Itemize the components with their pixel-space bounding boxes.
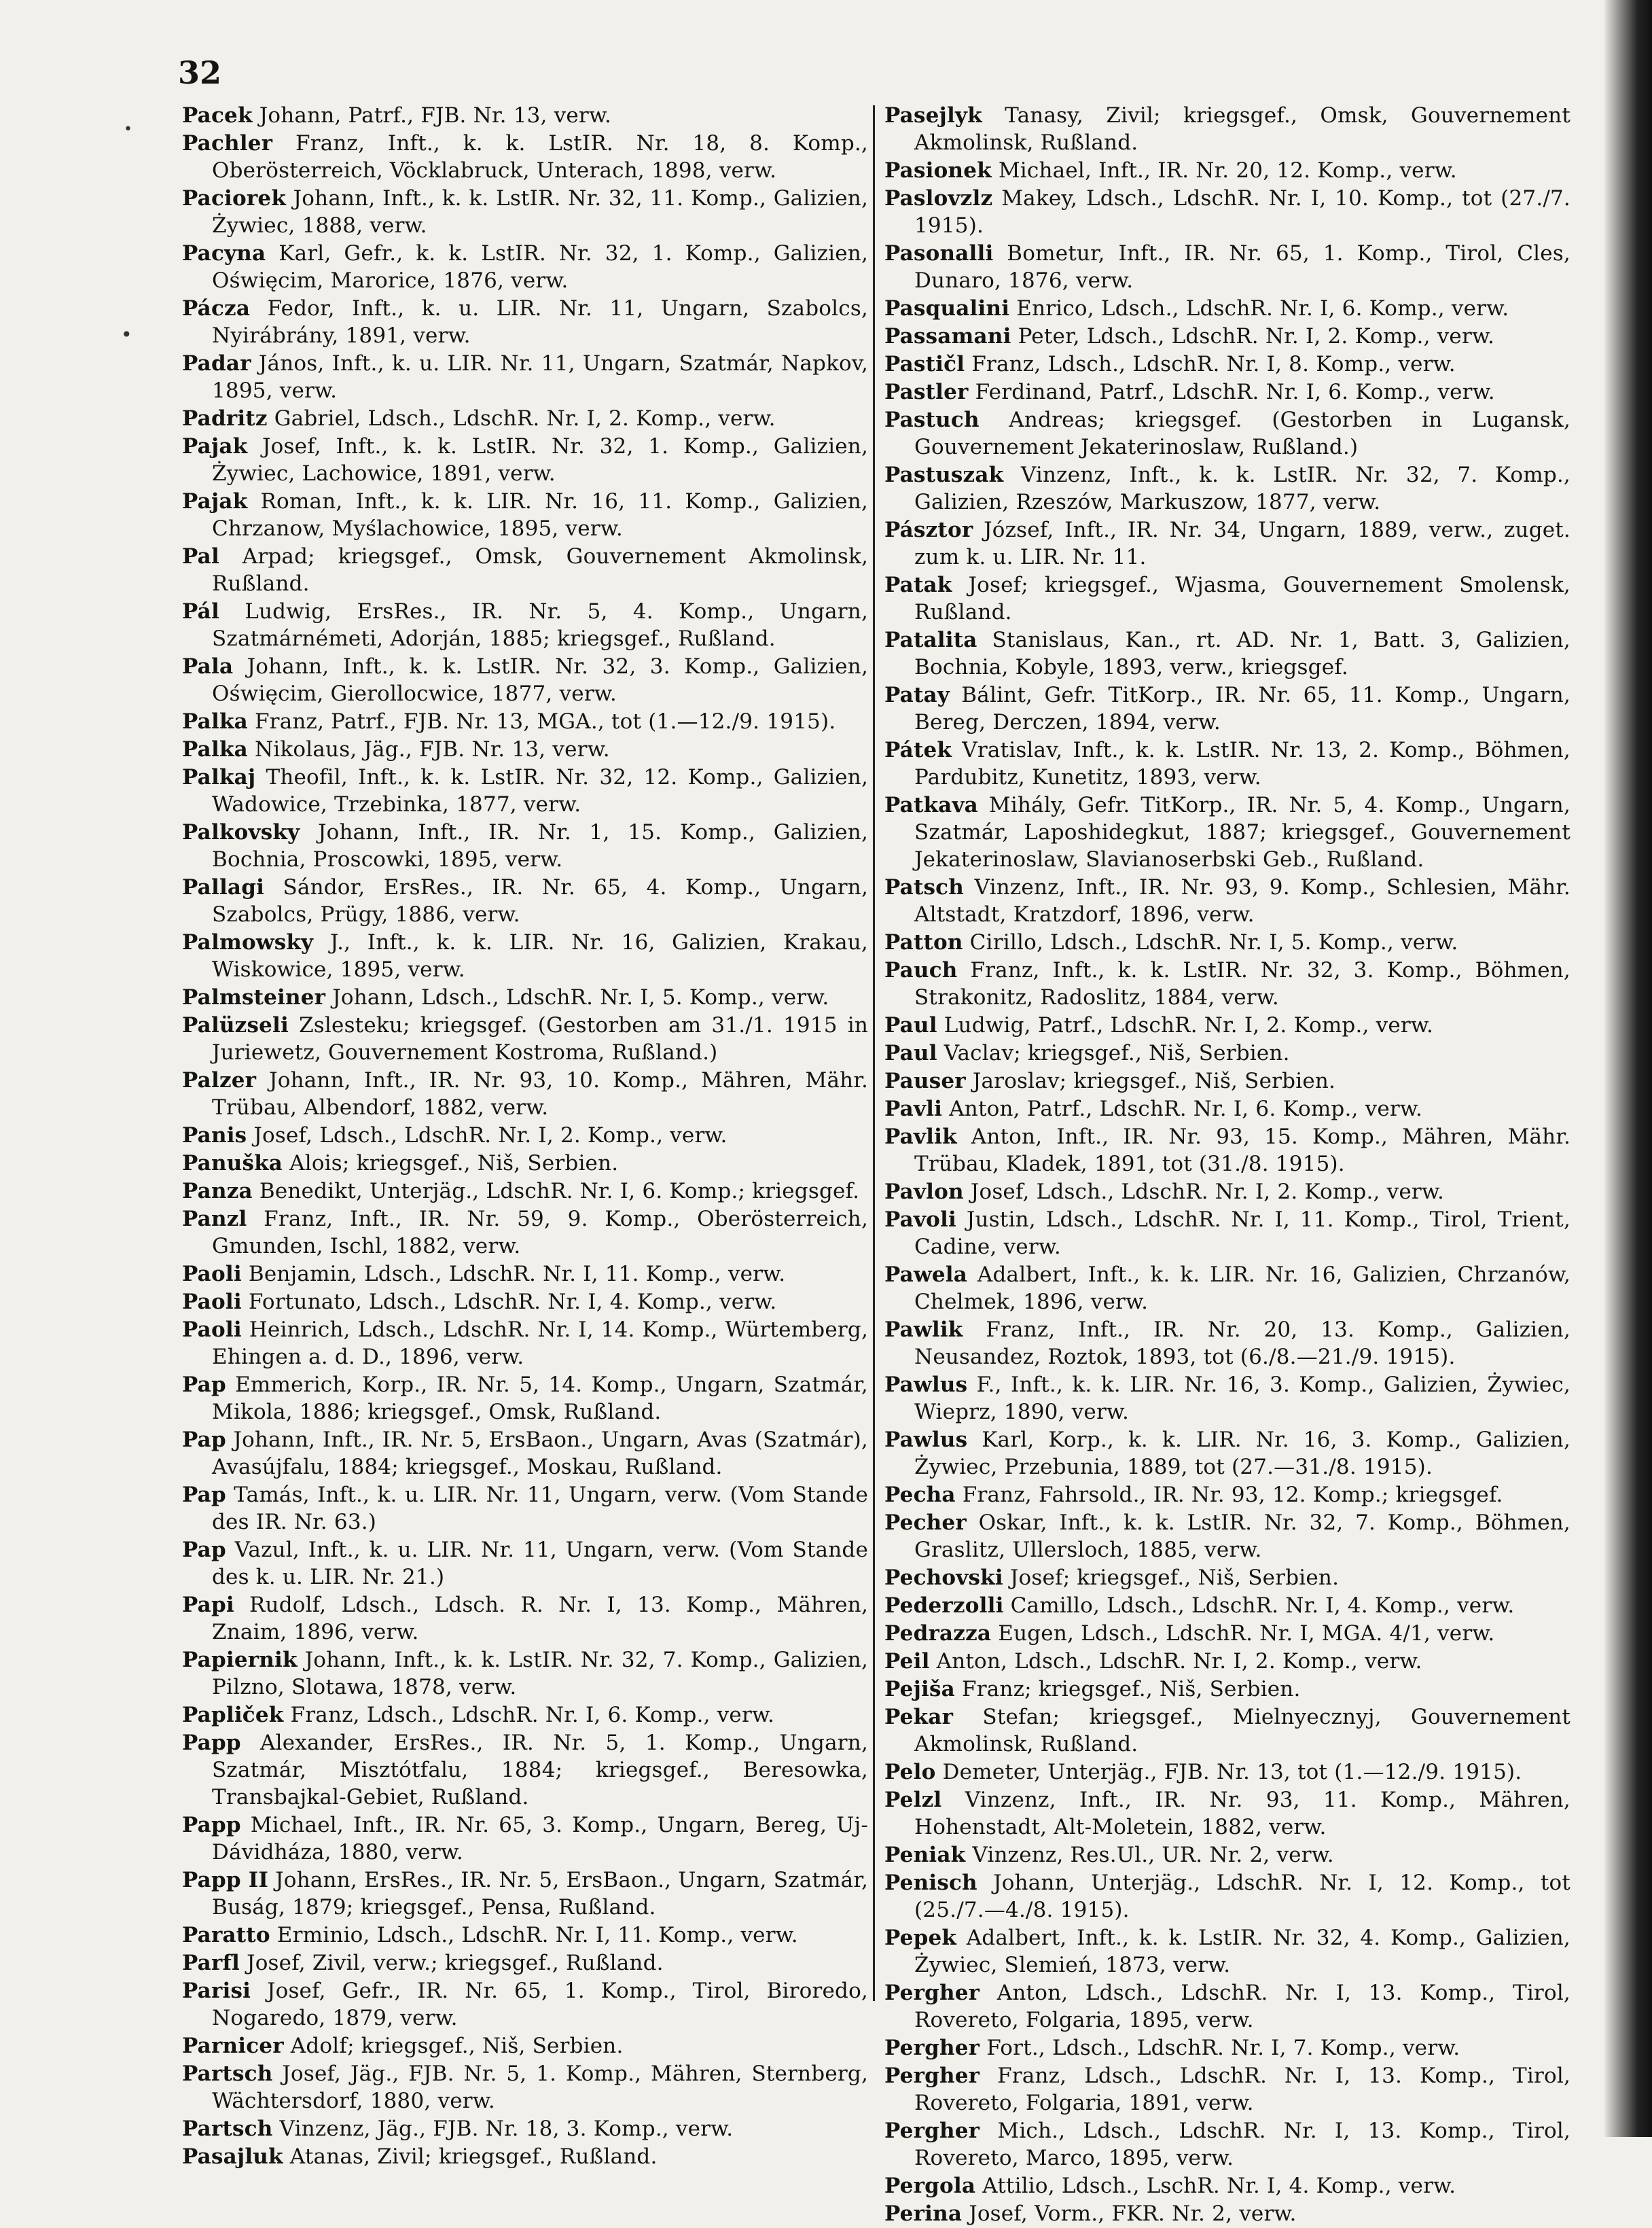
entry-details: János, Inft., k. u. LIR. Nr. 11, Ungarn, Szatmár, Napkov, 1895, verw.	[212, 351, 868, 403]
list-item	[884, 351, 1570, 378]
list-item	[884, 1123, 1570, 1178]
entry-surname: Palmsteiner	[182, 985, 326, 1010]
list-item	[182, 185, 868, 239]
list-item	[182, 874, 868, 928]
entry-details: Franz, Inft., IR. Nr. 59, 9. Komp., Oberösterreich, Gmunden, Ischl, 1882, verw.	[212, 1207, 868, 1258]
list-item	[884, 461, 1570, 516]
list-item	[182, 929, 868, 983]
list-item	[182, 1426, 868, 1481]
list-item	[182, 1288, 868, 1315]
entry-details: Stanislaus, Kan., rt. AD. Nr. 1, Batt. 3, Galizien, Bochnia, Kobyle, 1893, verw., kriegsgef.	[914, 628, 1570, 679]
list-item	[884, 1012, 1570, 1039]
entry-details: Josef; kriegsgef., Niš, Serbien.	[1003, 1566, 1340, 1590]
entry-details: Franz, Ldsch., LdschR. Nr. I, 13. Komp., Tirol, Rovereto, Folgaria, 1891, verw.	[914, 2064, 1570, 2115]
entry-details: Alois; kriegsgef., Niš, Serbien.	[283, 1151, 619, 1175]
entry-surname: Pawlus	[884, 1428, 968, 1452]
entry-details: Atanas, Zivil; kriegsgef., Rußland.	[283, 2144, 658, 2169]
entry-details: Johann, Inft., k. k. LstIR. Nr. 32, 3. Komp., Galizien, Oświęcim, Gierollocwice, 1877, verw.	[212, 654, 868, 706]
entry-details: Franz, Patrf., FJB. Nr. 13, MGA., tot (1.—12./9. 1915).	[247, 709, 836, 734]
list-item	[884, 323, 1570, 350]
entry-details: Tamás, Inft., k. u. LIR. Nr. 11, Ungarn, verw. (Vom Stande des IR. Nr. 63.)	[212, 1483, 868, 1534]
entry-details: Nikolaus, Jäg., FJB. Nr. 13, verw.	[247, 737, 610, 762]
entry-surname: Pastičl	[884, 352, 965, 376]
entry-details: Zslesteku; kriegsgef. (Gestorben am 31./1. 1915 in Juriewetz, Gouvernement Kostroma, Rußland.)	[212, 1013, 868, 1065]
entry-details: Adolf; kriegsgef., Niš, Serbien.	[283, 2034, 624, 2058]
entry-surname: Pasqualini	[884, 296, 1010, 321]
list-item	[884, 1979, 1570, 2034]
list-item	[182, 764, 868, 818]
entry-details: Fortunato, Ldsch., LdschR. Nr. I, 4. Komp., verw.	[241, 1290, 777, 1314]
list-item	[884, 682, 1570, 736]
entry-surname: Pelo	[884, 1760, 936, 1784]
entry-surname: Pawlus	[884, 1373, 968, 1397]
entry-details: Attilio, Ldsch., LschR. Nr. I, 4. Komp., verw.	[975, 2174, 1456, 2198]
entry-details: Anton, Ldsch., LdschR. Nr. I, 2. Komp., verw.	[929, 1649, 1422, 1674]
entry-details: Alexander, ErsRes., IR. Nr. 5, 1. Komp., Ungarn, Szatmár, Misztótfalu, 1884; kriegsgef., Beresowka, Transbajkal-Gebiet, Rußland.	[212, 1731, 868, 1809]
list-item	[182, 240, 868, 294]
entry-surname: Pap	[182, 1483, 226, 1507]
entry-details: Johann, ErsRes., IR. Nr. 5, ErsBaon., Ungarn, Szatmár, Buság, 1879; kriegsgef., Pensa, Rußland.	[212, 1868, 869, 1920]
entry-surname: Patay	[884, 683, 950, 707]
entry-surname: Pasajluk	[182, 2144, 283, 2169]
entry-surname: Pavli	[884, 1097, 943, 1121]
list-item	[884, 1095, 1570, 1122]
entry-surname: Palkaj	[182, 765, 256, 790]
entry-details: Theofil, Inft., k. k. LstIR. Nr. 32, 12. Komp., Galizien, Wadowice, Trzebinka, 1877, verw.	[212, 765, 868, 817]
entry-surname: Peniak	[884, 1843, 966, 1867]
entry-surname: Pergher	[884, 1981, 980, 2005]
list-item	[884, 1564, 1570, 1591]
entry-details: Camillo, Ldsch., LdschR. Nr. I, 4. Komp., verw.	[1003, 1593, 1515, 1618]
list-item	[182, 1867, 868, 1921]
margin-mark: •	[124, 121, 132, 138]
entry-surname: Pelzl	[884, 1788, 942, 1812]
entry-surname: Pastuch	[884, 408, 980, 432]
entry-details: Adalbert, Inft., k. k. LstIR. Nr. 32, 4. Komp., Galizien, Żywiec, Slemień, 1873, verw.	[914, 1926, 1570, 1977]
entry-surname: Paoli	[182, 1262, 242, 1286]
entry-details: Vinzenz, Inft., k. k. LstIR. Nr. 32, 7. Komp., Galizien, Rzeszów, Markuszow, 1877, verw.	[914, 463, 1570, 514]
list-item	[182, 653, 868, 707]
entry-details: Ludwig, ErsRes., IR. Nr. 5, 4. Komp., Ungarn, Szatmárnémeti, Adorján, 1885; kriegsgef., Rußland.	[212, 599, 868, 651]
entry-surname: Perina	[884, 2202, 963, 2226]
entry-details: Vinzenz, Inft., IR. Nr. 93, 9. Komp., Schlesien, Mähr. Altstadt, Kratzdorf, 1896, verw.	[914, 875, 1570, 927]
list-item	[182, 102, 868, 129]
entry-surname: Pál	[182, 599, 219, 624]
entry-details: Rudolf, Ldsch., Ldsch. R. Nr. I, 13. Komp., Mähren, Znaim, 1896, verw.	[212, 1593, 868, 1644]
list-item	[884, 1620, 1570, 1647]
entry-details: Gabriel, Ldsch., LdschR. Nr. I, 2. Komp., verw.	[267, 406, 776, 431]
entry-details: Johann, Inft., IR. Nr. 1, 15. Komp., Galizien, Bochnia, Proscowki, 1895, verw.	[212, 820, 868, 872]
entry-surname: Paratto	[182, 1923, 270, 1947]
entry-surname: Papp	[182, 1813, 241, 1837]
right-column	[884, 102, 1570, 2228]
entry-details: Michael, Inft., IR. Nr. 20, 12. Komp., verw.	[991, 158, 1457, 183]
list-item	[884, 1869, 1570, 1924]
list-item	[884, 1426, 1570, 1481]
list-item	[182, 488, 868, 542]
list-item	[182, 1150, 868, 1177]
entry-surname: Pachler	[182, 131, 273, 156]
list-item	[884, 1206, 1570, 1260]
list-item	[182, 130, 868, 184]
list-item	[884, 737, 1570, 791]
entry-details: Cirillo, Ldsch., LdschR. Nr. I, 5. Komp., verw.	[963, 930, 1458, 955]
entry-surname: Pacek	[182, 103, 253, 128]
list-item	[884, 957, 1570, 1011]
entry-surname: Pergher	[884, 2036, 980, 2060]
entry-surname: Paslovzlz	[884, 186, 993, 211]
entry-surname: Patalita	[884, 628, 977, 652]
list-item	[182, 1701, 868, 1729]
entry-surname: Pátek	[884, 738, 952, 762]
entry-details: Josef, Ldsch., LdschR. Nr. I, 2. Komp., verw.	[247, 1123, 728, 1148]
entry-details: Josef, Gefr., IR. Nr. 65, 1. Komp., Tirol, Biroredo, Nogaredo, 1879, verw.	[212, 1979, 868, 2030]
list-item	[182, 1178, 868, 1205]
list-item	[884, 1509, 1570, 1563]
list-item	[884, 1316, 1570, 1371]
entry-surname: Pawlik	[884, 1318, 963, 1342]
entry-surname: Pacyna	[182, 241, 266, 266]
entry-details: Franz, Ldsch., LdschR. Nr. I, 6. Komp., verw.	[283, 1703, 775, 1727]
entry-surname: Padar	[182, 351, 251, 376]
list-item	[182, 819, 868, 873]
list-item	[884, 102, 1570, 156]
entry-surname: Pergola	[884, 2174, 976, 2198]
entry-details: Benedikt, Unterjäg., LdschR. Nr. I, 6. Komp.; kriegsgef.	[252, 1179, 860, 1203]
list-item	[884, 1371, 1570, 1426]
entry-surname: Paul	[884, 1013, 937, 1038]
entry-surname: Pedrazza	[884, 1621, 992, 1646]
entry-details: Ferdinand, Patrf., LdschR. Nr. I, 6. Komp., verw.	[968, 380, 1495, 404]
list-item	[884, 240, 1570, 294]
list-item	[884, 626, 1570, 681]
entry-surname: Panuška	[182, 1151, 283, 1175]
entry-details: Benjamin, Ldsch., LdschR. Nr. I, 11. Komp., verw.	[241, 1262, 786, 1286]
entry-details: Vazul, Inft., k. u. LIR. Nr. 11, Ungarn, verw. (Vom Stande des k. u. LIR. Nr. 21.)	[212, 1538, 868, 1589]
list-item	[884, 1758, 1570, 1786]
entry-surname: Pap	[182, 1538, 226, 1562]
entry-details: Enrico, Ldsch., LdschR. Nr. I, 6. Komp., verw.	[1009, 296, 1509, 321]
entry-surname: Pechovski	[884, 1566, 1003, 1590]
entry-surname: Pasejlyk	[884, 103, 982, 128]
entry-details: Heinrich, Ldsch., LdschR. Nr. I, 14. Komp., Würtemberg, Ehingen a. d. D., 1896, verw.	[212, 1318, 868, 1369]
entry-surname: Pergher	[884, 2119, 980, 2143]
list-item	[182, 1646, 868, 1701]
entry-details: Arpad; kriegsgef., Omsk, Gouvernement Akmolinsk, Rußland.	[212, 544, 868, 596]
entry-surname: Pastler	[884, 380, 969, 404]
entry-surname: Pal	[182, 544, 219, 569]
list-item	[182, 295, 868, 349]
entry-details: Franz, Inft., IR. Nr. 20, 13. Komp., Galizien, Neusandez, Roztok, 1893, tot (6./8.—21./9. 1915).	[914, 1318, 1570, 1369]
entry-surname: Pavlik	[884, 1125, 957, 1149]
page-shadow-edge	[1604, 0, 1652, 2137]
entry-surname: Pavlon	[884, 1180, 964, 1204]
margin-mark: •	[121, 323, 132, 346]
list-item	[182, 2115, 868, 2142]
column-divider	[873, 105, 875, 2001]
entry-surname: Partsch	[182, 2117, 273, 2141]
entry-details: Johann, Patrf., FJB. Nr. 13, verw.	[252, 103, 612, 128]
entry-surname: Patak	[884, 573, 952, 597]
list-item	[182, 1122, 868, 1149]
list-item	[182, 1205, 868, 1260]
entry-surname: Patton	[884, 930, 963, 955]
entry-details: Ludwig, Patrf., LdschR. Nr. I, 2. Komp., verw.	[937, 1013, 1434, 1038]
entry-surname: Parnicer	[182, 2034, 284, 2058]
entry-surname: Pejiša	[884, 1677, 955, 1701]
entry-details: Josef; kriegsgef., Wjasma, Gouvernement Smolensk, Rußland.	[914, 573, 1570, 624]
list-item	[182, 1811, 868, 1866]
entry-details: Sándor, ErsRes., IR. Nr. 65, 4. Komp., Ungarn, Szabolcs, Prügy, 1886, verw.	[212, 875, 868, 927]
entry-details: Peter, Ldsch., LdschR. Nr. I, 2. Komp., verw.	[1011, 324, 1495, 349]
entry-details: Michael, Inft., IR. Nr. 65, 3. Komp., Ungarn, Bereg, Uj-Dávidháza, 1880, verw.	[212, 1813, 868, 1864]
list-item	[884, 1648, 1570, 1675]
list-item	[182, 2060, 868, 2115]
entry-details: Johann, Inft., k. k. LstIR. Nr. 32, 11. Komp., Galizien, Żywiec, 1888, verw.	[212, 186, 868, 238]
entry-details: Jaroslav; kriegsgef., Niš, Serbien.	[965, 1069, 1336, 1093]
entry-surname: Pawela	[884, 1262, 968, 1287]
list-item	[884, 929, 1570, 956]
list-item	[884, 516, 1570, 571]
entry-details: Vinzenz, Inft., IR. Nr. 93, 11. Komp., Mähren, Hohenstadt, Alt-Moletein, 1882, verw.	[914, 1788, 1570, 1839]
entry-details: Adalbert, Inft., k. k. LIR. Nr. 16, Galizien, Chrzanów, Chelmek, 1896, verw.	[914, 1262, 1570, 1314]
entry-details: Emmerich, Korp., IR. Nr. 5, 14. Komp., Ungarn, Szatmár, Mikola, 1886; kriegsgef., Omsk, Rußland.	[212, 1373, 868, 1424]
entry-surname: Pecher	[884, 1510, 967, 1535]
list-item	[884, 1841, 1570, 1869]
list-item	[884, 1786, 1570, 1841]
entry-details: Vinzenz, Jäg., FJB. Nr. 18, 3. Komp., verw.	[272, 2117, 734, 2141]
entry-surname: Partsch	[182, 2062, 273, 2086]
entry-details: Fedor, Inft., k. u. LIR. Nr. 11, Ungarn, Szabolcs, Nyirábrány, 1891, verw.	[212, 296, 868, 348]
entry-details: F., Inft., k. k. LIR. Nr. 16, 3. Komp., Galizien, Żywiec, Wieprz, 1890, verw.	[914, 1373, 1570, 1424]
entry-surname: Palkovsky	[182, 820, 300, 845]
list-item	[182, 1067, 868, 1121]
entry-surname: Papp II	[182, 1868, 269, 1892]
list-item	[884, 1924, 1570, 1979]
list-item	[182, 2032, 868, 2059]
list-item	[182, 405, 868, 432]
list-item	[884, 185, 1570, 239]
list-item	[884, 1178, 1570, 1205]
entry-surname: Palmowsky	[182, 930, 314, 955]
list-item	[884, 295, 1570, 322]
list-item	[884, 1592, 1570, 1619]
entry-surname: Palka	[182, 737, 248, 762]
list-item	[884, 1261, 1570, 1315]
list-item	[182, 1012, 868, 1066]
entry-surname: Pekar	[884, 1705, 954, 1729]
entry-details: Roman, Inft., k. k. LIR. Nr. 16, 11. Komp., Galizien, Chrzanow, Myślachowice, 1895, verw.	[212, 489, 868, 541]
entry-surname: Patkava	[884, 793, 978, 817]
entry-surname: Panis	[182, 1123, 247, 1148]
entry-details: Stefan; kriegsgef., Mielnyecznyj, Gouvernement Akmolinsk, Rußland.	[914, 1705, 1570, 1756]
entry-surname: Pásztor	[884, 518, 973, 542]
list-item	[182, 1591, 868, 1646]
entry-surname: Palüzseli	[182, 1013, 289, 1038]
list-item	[182, 708, 868, 735]
list-item	[182, 1949, 868, 1977]
list-item	[884, 406, 1570, 461]
entry-details: Johann, Ldsch., LdschR. Nr. I, 5. Komp., verw.	[325, 985, 829, 1010]
list-item	[884, 792, 1570, 873]
list-item	[182, 1922, 868, 1949]
entry-details: Josef, Ldsch., LdschR. Nr. I, 2. Komp., verw.	[963, 1180, 1445, 1204]
entry-details: Anton, Ldsch., LdschR. Nr. I, 13. Komp., Tirol, Rovereto, Folgaria, 1895, verw.	[914, 1981, 1570, 2032]
entry-details: Vaclav; kriegsgef., Niš, Serbien.	[937, 1041, 1290, 1065]
entry-details: Franz; kriegsgef., Niš, Serbien.	[954, 1677, 1301, 1701]
entry-details: Vinzenz, Res.Ul., UR. Nr. 2, verw.	[965, 1843, 1334, 1867]
list-item	[182, 736, 868, 763]
entry-details: Josef, Zivil, verw.; kriegsgef., Rußland.	[240, 1951, 664, 1975]
list-item	[182, 598, 868, 652]
entry-surname: Papp	[182, 1731, 241, 1755]
entry-details: Eugen, Ldsch., LdschR. Nr. I, MGA. 4/1, verw.	[991, 1621, 1495, 1646]
entry-details: Franz, Inft., k. k. LstIR. Nr. 32, 3. Komp., Böhmen, Strakonitz, Radoslitz, 1884, verw.	[914, 958, 1570, 1010]
list-item	[182, 1316, 868, 1371]
entry-details: Demeter, Unterjäg., FJB. Nr. 13, tot (1.—12./9. 1915).	[935, 1760, 1522, 1784]
entry-details: Franz, Fahrsold., IR. Nr. 93, 12. Komp.; kriegsgef.	[955, 1483, 1503, 1507]
list-item	[182, 543, 868, 597]
entry-details: Anton, Inft., IR. Nr. 93, 15. Komp., Mähren, Mähr. Trübau, Kladek, 1891, tot (31./8. 1915).	[914, 1125, 1570, 1176]
left-column	[182, 102, 868, 2171]
list-item	[884, 1067, 1570, 1095]
entry-details: Mihály, Gefr. TitKorp., IR. Nr. 5, 4. Komp., Ungarn, Szatmár, Laposhidegkut, 1887; kriegsgef., Gouvernement Jekaterinoslaw, Slavianoserbski Geb., Rußland.	[914, 793, 1570, 872]
entry-details: Makey, Ldsch., LdschR. Nr. I, 10. Komp., tot (27./7. 1915).	[914, 186, 1570, 238]
entry-surname: Panza	[182, 1179, 253, 1203]
list-item	[884, 2200, 1570, 2227]
entry-surname: Parfl	[182, 1951, 240, 1975]
list-item	[182, 350, 868, 404]
entry-details: Mich., Ldsch., LdschR. Nr. I, 13. Komp., Tirol, Rovereto, Marco, 1895, verw.	[914, 2119, 1570, 2170]
entry-surname: Paoli	[182, 1290, 242, 1314]
entry-surname: Panzl	[182, 1207, 247, 1231]
entry-surname: Pap	[182, 1428, 226, 1452]
entry-surname: Pajak	[182, 434, 248, 459]
list-item	[182, 1371, 868, 1426]
entry-surname: Papliček	[182, 1703, 284, 1727]
list-item	[182, 1729, 868, 1811]
entry-details: Johann, Inft., IR. Nr. 93, 10. Komp., Mähren, Mähr. Trübau, Albendorf, 1882, verw.	[212, 1068, 868, 1120]
entry-details: Anton, Patrf., LdschR. Nr. I, 6. Komp., verw.	[942, 1097, 1423, 1121]
entry-details: Josef, Inft., k. k. LstIR. Nr. 32, 1. Komp., Galizien, Żywiec, Lachowice, 1891, verw.	[212, 434, 868, 486]
entry-surname: Pasonalli	[884, 241, 994, 266]
list-item	[884, 2172, 1570, 2199]
list-item	[884, 2117, 1570, 2172]
entry-details: Bometur, Inft., IR. Nr. 65, 1. Komp., Tirol, Cles, Dunaro, 1876, verw.	[914, 241, 1570, 293]
entry-surname: Patsch	[884, 875, 964, 900]
list-item	[182, 1481, 868, 1536]
entry-surname: Pastuszak	[884, 463, 1004, 487]
entry-surname: Paciorek	[182, 186, 287, 211]
entry-details: Franz, Ldsch., LdschR. Nr. I, 8. Komp., verw.	[965, 352, 1456, 376]
entry-details: Johann, Inft., k. k. LstIR. Nr. 32, 7. Komp., Galizien, Pilzno, Slotawa, 1878, verw.	[212, 1648, 868, 1699]
entry-surname: Pap	[182, 1373, 226, 1397]
entry-details: Bálint, Gefr. TitKorp., IR. Nr. 65, 11. Komp., Ungarn, Bereg, Derczen, 1894, verw.	[914, 683, 1570, 735]
list-item	[884, 1040, 1570, 1067]
entry-surname: Parisi	[182, 1979, 251, 2003]
list-item	[884, 1676, 1570, 1703]
list-item	[182, 1536, 868, 1591]
entry-details: Erminio, Ldsch., LdschR. Nr. I, 11. Komp., verw.	[270, 1923, 798, 1947]
entry-details: Josef, Vorm., FKR. Nr. 2, verw.	[962, 2202, 1297, 2226]
entry-surname: Passamani	[884, 324, 1011, 349]
list-item	[884, 2034, 1570, 2062]
entry-surname: Paoli	[182, 1318, 242, 1342]
list-item	[884, 874, 1570, 928]
entry-surname: Pasionek	[884, 158, 992, 183]
list-item	[884, 157, 1570, 184]
entry-surname: Pala	[182, 654, 234, 679]
list-item	[884, 1481, 1570, 1508]
list-item	[884, 378, 1570, 406]
entry-details: Johann, Inft., IR. Nr. 5, ErsBaon., Ungarn, Avas (Szatmár), Avasújfalu, 1884; kriegsgef., Moskau, Rußland.	[212, 1428, 868, 1479]
entry-surname: Pácza	[182, 296, 251, 321]
entry-details: Vratislav, Inft., k. k. LstIR. Nr. 13, 2. Komp., Böhmen, Pardubitz, Kunetitz, 1893, verw.	[914, 738, 1570, 790]
page-number: 32	[178, 54, 222, 91]
entry-surname: Pajak	[182, 489, 248, 514]
list-item	[884, 2062, 1570, 2117]
entry-surname: Padritz	[182, 406, 268, 431]
entry-details: Josef, Jäg., FJB. Nr. 5, 1. Komp., Mähren, Sternberg, Wächtersdorf, 1880, verw.	[212, 2062, 868, 2113]
entry-surname: Papi	[182, 1593, 234, 1617]
entry-surname: Pavoli	[884, 1207, 957, 1232]
entry-surname: Pergher	[884, 2064, 980, 2088]
list-item	[182, 984, 868, 1011]
entry-details: Tanasy, Zivil; kriegsgef., Omsk, Gouvernement Akmolinsk, Rußland.	[914, 103, 1570, 155]
entry-surname: Pepek	[884, 1926, 957, 1950]
entry-surname: Pederzolli	[884, 1593, 1004, 1618]
entry-surname: Pauser	[884, 1069, 966, 1093]
entry-surname: Pallagi	[182, 875, 265, 900]
entry-details: J., Inft., k. k. LIR. Nr. 16, Galizien, Krakau, Wiskowice, 1895, verw.	[212, 930, 868, 982]
entry-surname: Palzer	[182, 1068, 257, 1093]
list-item	[182, 1260, 868, 1288]
list-item	[884, 1703, 1570, 1758]
entry-details: Karl, Korp., k. k. LIR. Nr. 16, 3. Komp., Galizien, Żywiec, Przebunia, 1889, tot (27.—31./8. 1915).	[914, 1428, 1570, 1479]
entry-details: József, Inft., IR. Nr. 34, Ungarn, 1889, verw., zuget. zum k. u. LIR. Nr. 11.	[914, 518, 1570, 569]
entry-surname: Peil	[884, 1649, 930, 1674]
entry-details: Fort., Ldsch., LdschR. Nr. I, 7. Komp., verw.	[980, 2036, 1460, 2060]
list-item	[182, 2143, 868, 2170]
entry-surname: Palka	[182, 709, 248, 734]
entry-details: Franz, Inft., k. k. LstIR. Nr. 18, 8. Komp., Oberösterreich, Vöcklabruck, Unterach, 1898, verw.	[212, 131, 868, 183]
list-item	[182, 1977, 868, 2032]
entry-surname: Pecha	[884, 1483, 956, 1507]
list-item	[884, 571, 1570, 626]
entry-details: Karl, Gefr., k. k. LstIR. Nr. 32, 1. Komp., Galizien, Oświęcim, Marorice, 1876, verw.	[212, 241, 868, 293]
entry-details: Justin, Ldsch., LdschR. Nr. I, 11. Komp., Tirol, Trient, Cadine, verw.	[914, 1207, 1570, 1259]
list-item	[182, 433, 868, 487]
entry-details: Johann, Unterjäg., LdschR. Nr. I, 12. Komp., tot (25./7.—4./8. 1915).	[914, 1871, 1570, 1922]
entry-surname: Papiernik	[182, 1648, 298, 1672]
entry-details: Oskar, Inft., k. k. LstIR. Nr. 32, 7. Komp., Böhmen, Graslitz, Ullersloch, 1885, verw.	[914, 1510, 1570, 1562]
entry-surname: Paul	[884, 1041, 937, 1065]
entry-surname: Penisch	[884, 1871, 977, 1895]
entry-surname: Pauch	[884, 958, 958, 983]
entry-details: Andreas; kriegsgef. (Gestorben in Lugansk, Gouvernement Jekaterinoslaw, Rußland.)	[914, 408, 1570, 459]
